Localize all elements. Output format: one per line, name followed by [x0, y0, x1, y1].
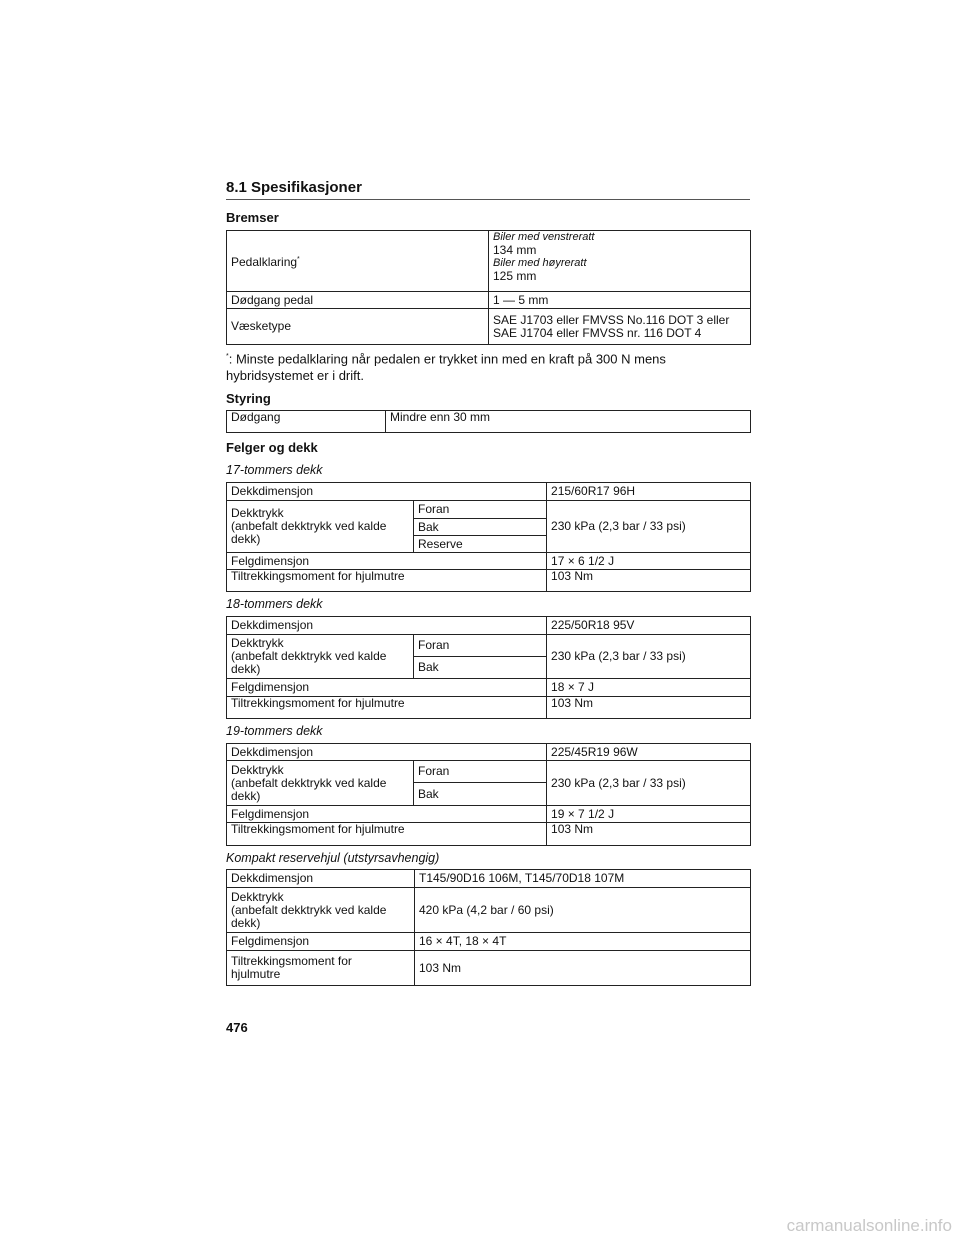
pedal-label: Pedalklaring*: [227, 231, 489, 292]
section-title: 8.1 Spesifikasjoner: [226, 179, 750, 200]
cell: 420 kPa (4,2 bar / 60 psi): [415, 888, 751, 933]
cell: 103 Nm: [547, 697, 751, 719]
watermark: carmanualsonline.info: [786, 1216, 952, 1235]
cell: Væsketype: [227, 309, 489, 345]
tire-table-spare: [226, 869, 751, 986]
cell: 230 kPa (2,3 bar / 33 psi): [547, 761, 751, 806]
cell: Dekkdimensjon: [227, 870, 415, 888]
cell: Tiltrekkingsmoment for hjulmutre: [227, 570, 547, 592]
subheading-17: 17-tommers dekk: [226, 463, 323, 477]
table-row: [227, 309, 751, 345]
cell: Dødgang: [227, 411, 386, 433]
cell: 103 Nm: [415, 951, 751, 986]
cell: Mindre enn 30 mm: [386, 411, 751, 433]
cell: Foran: [414, 501, 547, 519]
cell: Bak: [414, 783, 547, 806]
cell: Foran: [414, 761, 547, 783]
cell: 16 × 4T, 18 × 4T: [415, 933, 751, 951]
cell: Dekktrykk (anbefalt dekktrykk ved kalde dekk): [227, 635, 414, 679]
table-row: [227, 231, 751, 292]
cell: Tiltrekkingsmoment for hjulmutre: [227, 951, 415, 986]
cell: Dekktrykk (anbefalt dekktrykk ved kalde dekk): [227, 888, 415, 933]
cell: Dekkdimensjon: [227, 483, 547, 501]
tire-table-17: [226, 482, 751, 592]
cell: Felgdimensjon: [227, 933, 415, 951]
subheading-19: 19-tommers dekk: [226, 724, 323, 738]
cell: 230 kPa (2,3 bar / 33 psi): [547, 501, 751, 553]
cell: Bak: [414, 657, 547, 679]
cell: 230 kPa (2,3 bar / 33 psi): [547, 635, 751, 679]
cell: SAE J1703 eller FMVSS No.116 DOT 3 eller SAE J1704 eller FMVSS nr. 116 DOT 4: [489, 309, 751, 345]
cell: 17 × 6 1/2 J: [547, 553, 751, 570]
cell: Felgdimensjon: [227, 806, 547, 823]
cell: 225/45R19 96W: [547, 744, 751, 761]
tire-table-19: [226, 743, 751, 846]
cell: Dekktrykk (anbefalt dekktrykk ved kalde dekk): [227, 761, 414, 806]
cell: Dekktrykk (anbefalt dekktrykk ved kalde dekk): [227, 501, 414, 553]
cell: Felgdimensjon: [227, 553, 547, 570]
cell: Tiltrekkingsmoment for hjulmutre: [227, 823, 547, 846]
subheading-spare: Kompakt reservehjul (utstyrsavhengig): [226, 851, 440, 865]
brakes-heading: Bremser: [226, 210, 279, 225]
cell: Foran: [414, 635, 547, 657]
cell: 103 Nm: [547, 570, 751, 592]
cell: 215/60R17 96H: [547, 483, 751, 501]
footnote: *: Minste pedalklaring når pedalen er trykket inn med en kraft på 300 N mens hybridsystemet er i drift.: [226, 351, 666, 384]
brakes-table: [226, 230, 751, 345]
cell: 18 × 7 J: [547, 679, 751, 697]
cell: Felgdimensjon: [227, 679, 547, 697]
page-number: 476: [226, 1020, 248, 1035]
cell: 19 × 7 1/2 J: [547, 806, 751, 823]
cell: Dekkdimensjon: [227, 617, 547, 635]
subheading-18: 18-tommers dekk: [226, 597, 323, 611]
table-row: [227, 411, 751, 433]
cell: 1 — 5 mm: [489, 292, 751, 309]
table-row: [227, 292, 751, 309]
cell: 103 Nm: [547, 823, 751, 846]
steering-table: [226, 410, 751, 433]
cell: Tiltrekkingsmoment for hjulmutre: [227, 697, 547, 719]
cell: Dødgang pedal: [227, 292, 489, 309]
cell: Reserve: [414, 536, 547, 553]
cell: Dekkdimensjon: [227, 744, 547, 761]
cell: T145/90D16 106M, T145/70D18 107M: [415, 870, 751, 888]
steering-heading: Styring: [226, 391, 271, 406]
cell: Bak: [414, 519, 547, 536]
tire-table-18: [226, 616, 751, 719]
cell: 225/50R18 95V: [547, 617, 751, 635]
pedal-values: Biler med venstreratt 134 mm Biler med høyreratt 125 mm: [489, 231, 751, 292]
wheels-heading: Felger og dekk: [226, 440, 318, 455]
